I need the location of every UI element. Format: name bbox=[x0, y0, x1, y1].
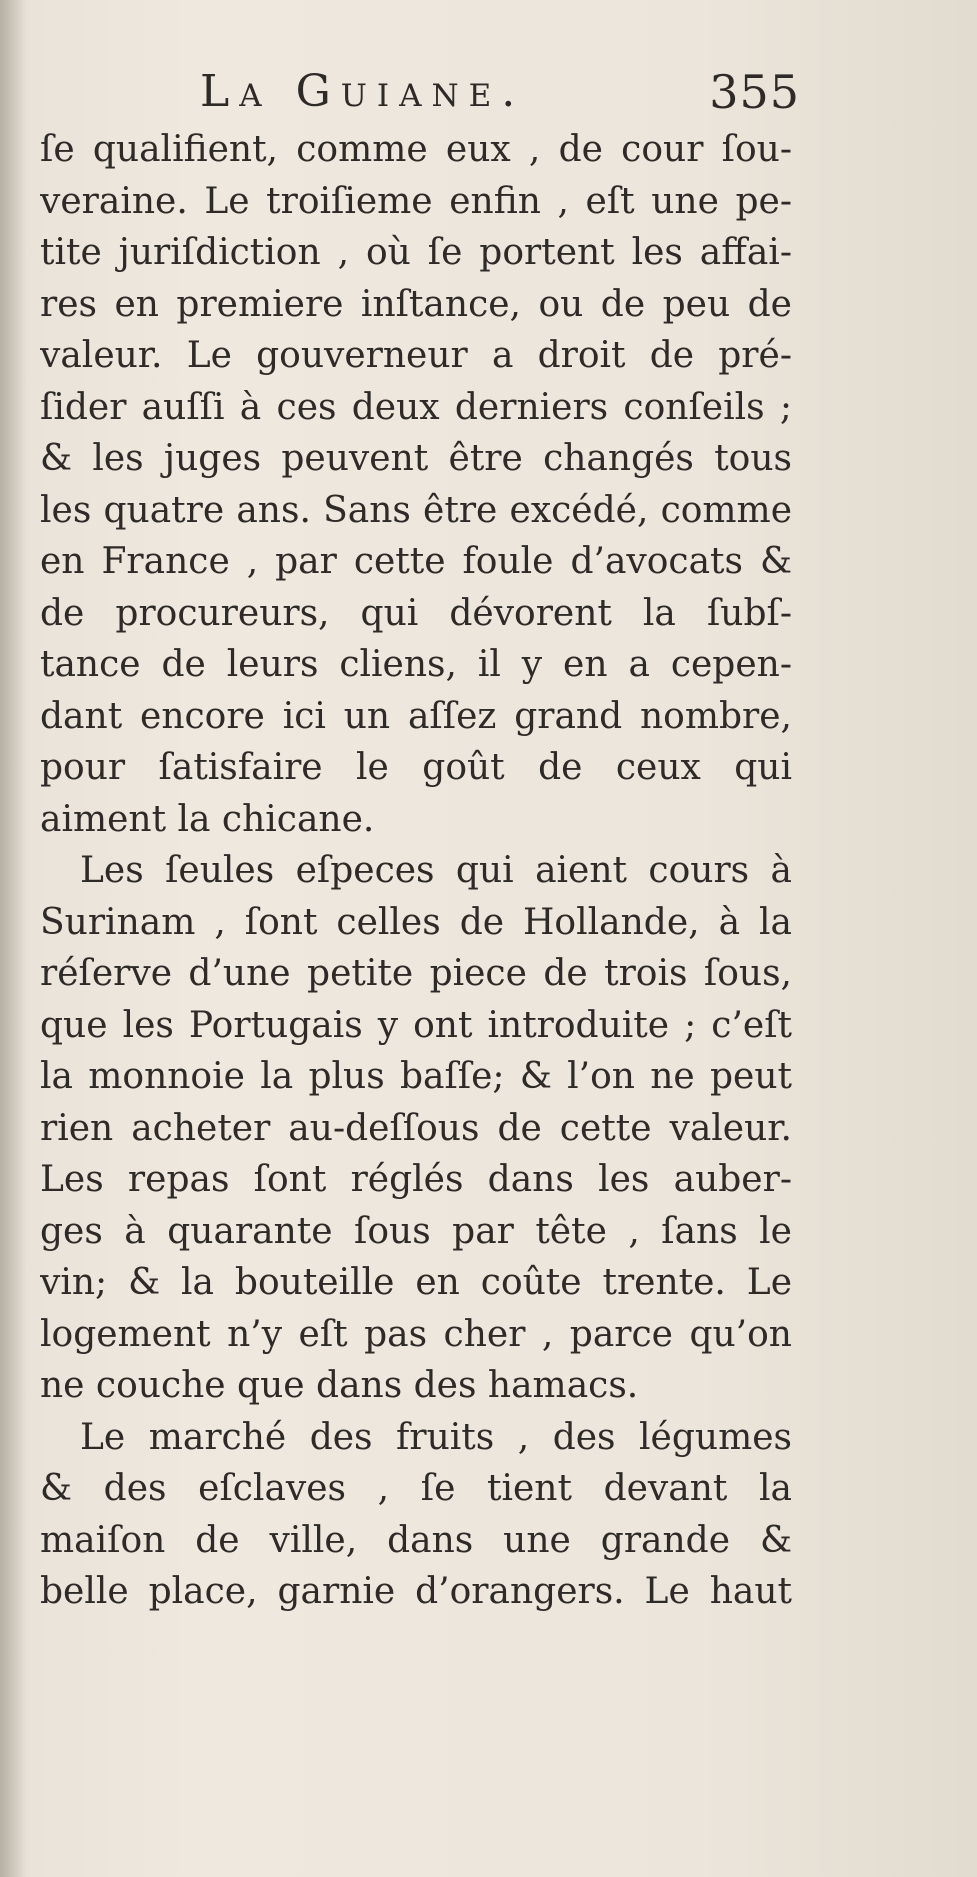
text-line: que les Portugais y ont introduite ; c’eſt bbox=[40, 1004, 792, 1046]
text-line: Le marché des fruits , des légumes bbox=[80, 1416, 792, 1458]
gutter-shadow bbox=[0, 0, 26, 1877]
text-line: logement n’y eſt pas cher , parce qu’on bbox=[40, 1313, 792, 1355]
text-line: belle place, garnie d’orangers. Le haut bbox=[40, 1571, 792, 1612]
text-line: réſerve d’une petite piece de trois ſous, bbox=[40, 953, 792, 994]
text-line: rien acheter au-deſſous de cette valeur. bbox=[40, 1107, 792, 1149]
text-line: les quatre ans. Sans être excédé, comme bbox=[40, 489, 792, 531]
running-title: La Guiane. bbox=[200, 66, 526, 117]
text-line: en France , par cette foule d’avocats & bbox=[40, 541, 792, 582]
text-line: Les repas ſont réglés dans les auber- bbox=[40, 1159, 792, 1200]
text-line: pour ſatisfaire le goût de ceux qui bbox=[40, 747, 792, 788]
text-line: Les ſeules eſpeces qui aient cours à bbox=[80, 850, 792, 891]
text-line: de procureurs, qui dévorent la ſubſ- bbox=[40, 592, 792, 634]
text-line: res en premiere inſtance, ou de peu de bbox=[40, 283, 792, 325]
text-line: ſider auſſi à ces deux derniers conſeils ; bbox=[40, 386, 792, 428]
text-line: & les juges peuvent être changés tous bbox=[40, 438, 792, 479]
body-text bbox=[40, 124, 792, 1618]
text-line: aiment la chicane. bbox=[40, 798, 375, 840]
text-line: ges à quarante ſous par tête , ſans le bbox=[40, 1210, 792, 1252]
text-line: maiſon de ville, dans une grande & bbox=[40, 1519, 792, 1561]
text-line: & des eſclaves , ſe tient devant la bbox=[40, 1468, 792, 1509]
text-line: ſe qualifient, comme eux , de cour ſou- bbox=[40, 129, 792, 170]
page-number: 355 bbox=[709, 65, 800, 119]
text-line: tite juriſdiction , où ſe portent les affai- bbox=[40, 232, 792, 273]
text-line: Surinam , ſont celles de Hollande, à la bbox=[40, 901, 792, 943]
text-line: vin; & la bouteille en coûte trente. Le bbox=[40, 1262, 792, 1303]
text-line: ne couche que dans des hamacs. bbox=[40, 1365, 639, 1406]
text-line: la monnoie la plus baſſe; & l’on ne peut bbox=[40, 1056, 792, 1097]
text-line: tance de leurs cliens, il y en a cepen- bbox=[40, 644, 792, 685]
text-line: veraine. Le troiſieme enfin , eſt une pe- bbox=[40, 180, 792, 222]
text-line: valeur. Le gouverneur a droit de pré- bbox=[40, 335, 792, 376]
text-line: dant encore ici un aſſez grand nombre, bbox=[40, 695, 792, 737]
page-header bbox=[200, 62, 800, 122]
